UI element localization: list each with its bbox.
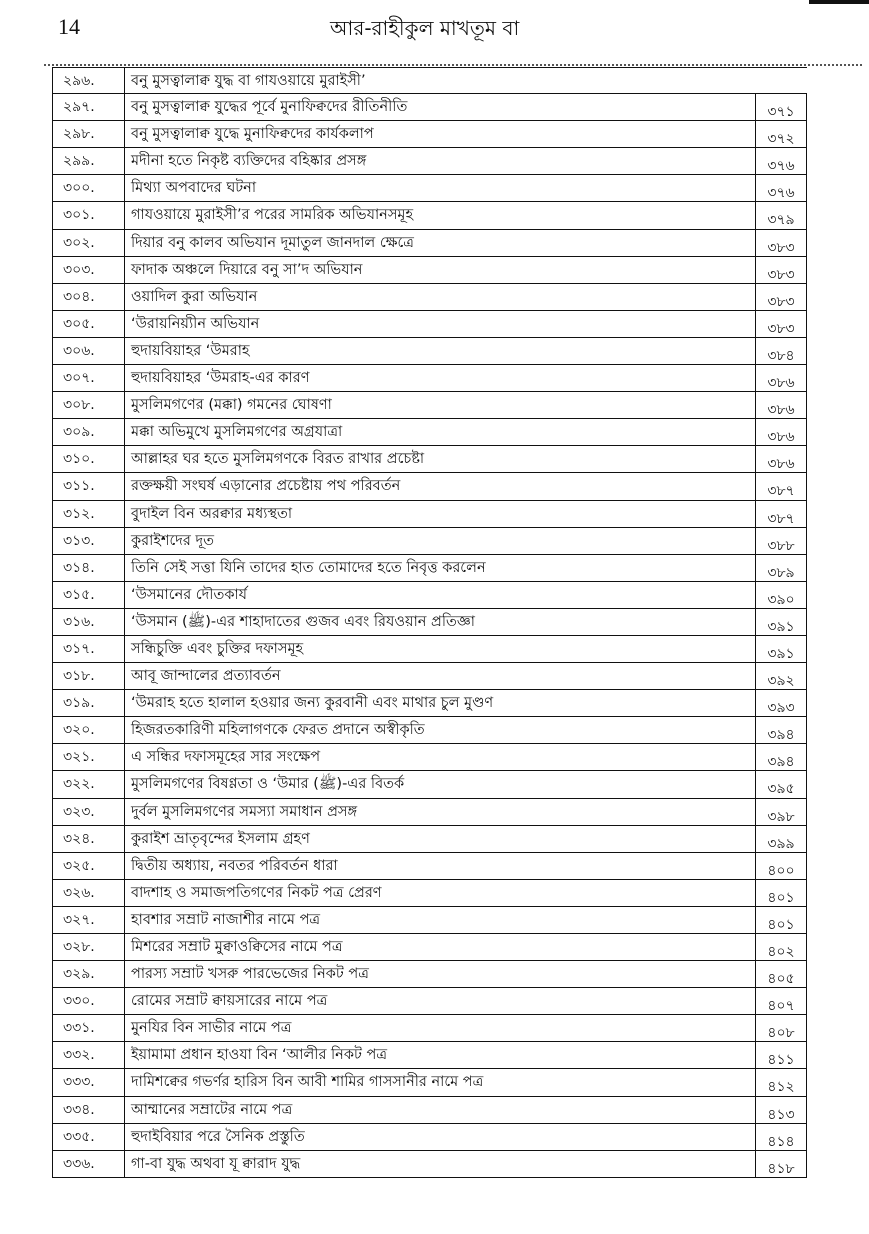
- entry-title: মদীনা হতে নিকৃষ্ট ব্যক্তিদের বহিষ্কার প্রসঙ্গ: [131, 153, 367, 170]
- toc-row: [52, 663, 807, 690]
- entry-number: ৩২৬.: [53, 880, 125, 906]
- entry-page: ৪০১: [755, 880, 807, 906]
- entry-title: দুর্বল মুসলিমগণের সমস্যা সমাধান প্রসঙ্গ: [131, 803, 358, 820]
- toc-row: [52, 934, 807, 961]
- entry-title: বনু মুসত্বালাক্ব যুদ্ধে মুনাফিক্বদের কার্যকলাপ: [131, 126, 374, 143]
- toc-row: [52, 690, 807, 717]
- toc-row: [52, 94, 807, 121]
- toc-row: [52, 636, 807, 663]
- toc-row: [52, 907, 807, 934]
- header-rule: [44, 64, 862, 66]
- toc-row: [52, 501, 807, 528]
- entry-page: ৩৮৩: [755, 311, 807, 337]
- toc-row: [52, 771, 807, 798]
- entry-number: ৩৩৩.: [53, 1069, 125, 1095]
- toc-row: [52, 257, 807, 284]
- entry-page: ৩৯৪: [755, 744, 807, 770]
- entry-title: মুসলিমগণের (মক্কা) গমনের ঘোষণা: [131, 397, 332, 414]
- entry-title: বনু মুসত্বালাক্ব যুদ্ধের পূর্বে মুনাফিক্বদের রীতিনীতি: [131, 99, 408, 116]
- entry-page: ৪০৮: [755, 1015, 807, 1041]
- entry-number: ৩০৭.: [53, 365, 125, 391]
- entry-page: ৩৯৯: [755, 826, 807, 852]
- entry-number: ৩৩৪.: [53, 1097, 125, 1123]
- entry-page: ৪১৩: [755, 1097, 807, 1123]
- entry-page: ৩৭১: [755, 94, 807, 120]
- toc-row: [52, 988, 807, 1015]
- entry-title: ‘উসমানের দৌতকার্য: [131, 586, 248, 603]
- entry-page: ৪০২: [755, 934, 807, 960]
- entry-page: ৩৮৩: [755, 284, 807, 310]
- toc-row: [52, 1042, 807, 1069]
- toc-row: [52, 67, 807, 94]
- entry-page: ৩৯৫: [755, 771, 807, 797]
- toc-row: [52, 880, 807, 907]
- entry-title: দামিশক্বের গভর্ণর হারিস বিন আবী শামির গাসসানীর নামে পত্র: [131, 1074, 484, 1091]
- entry-page: ৩৮৭: [755, 473, 807, 499]
- entry-number: ৩১৭.: [53, 636, 125, 662]
- toc-row: [52, 799, 807, 826]
- entry-page: ৪০১: [755, 907, 807, 933]
- entry-title: হুদায়বিয়াহর ‘উমরাহ: [131, 342, 250, 359]
- entry-page: ৩৯৮: [755, 799, 807, 825]
- entry-page: ৩৭৬: [755, 175, 807, 201]
- toc-row: [52, 961, 807, 988]
- entry-number: ৩২৫.: [53, 853, 125, 879]
- page-number: 14: [58, 14, 80, 39]
- entry-title: রোমের সম্রাট ক্বায়সারের নামে পত্র: [131, 993, 328, 1010]
- entry-title: মক্কা অভিমুখে মুসলিমগণের অগ্রযাত্রা: [131, 424, 343, 441]
- entry-page: [755, 68, 807, 93]
- entry-title: হাবশার সম্রাট নাজাশীর নামে পত্র: [131, 911, 321, 928]
- entry-title: দিয়ার বনু কালব অভিযান দূমাতুল জানদাল ক্ষেত্রে: [131, 234, 414, 251]
- entry-number: ৩৩০.: [53, 988, 125, 1014]
- entry-number: ৩১৩.: [53, 528, 125, 554]
- entry-number: ৩৩৫.: [53, 1124, 125, 1150]
- toc-row: [52, 365, 807, 392]
- toc-row: [52, 853, 807, 880]
- entry-page: ৪১১: [755, 1042, 807, 1068]
- entry-page: ৪০০: [755, 853, 807, 879]
- toc-row: [52, 419, 807, 446]
- entry-number: ৩২১.: [53, 744, 125, 770]
- entry-title: বনু মুসত্বালাক্ব যুদ্ধ বা গাযওয়ায়ে মুরাইসী’: [131, 73, 366, 89]
- toc-row: [52, 473, 807, 500]
- entry-title: ফাদাক অঞ্চলে দিয়ারে বনু সা’দ অভিযান: [131, 261, 363, 278]
- entry-number: ৩৩১.: [53, 1015, 125, 1041]
- entry-page: ৩৮৪: [755, 338, 807, 364]
- entry-title: আল্লাহর ঘর হতে মুসলিমগণকে বিরত রাখার প্রচেষ্টা: [131, 451, 425, 468]
- entry-page: ৩৮৯: [755, 555, 807, 581]
- toc-row: [52, 311, 807, 338]
- entry-title: ‘উরায়নিয়্যীন অভিযান: [131, 315, 260, 332]
- entry-page: ৩৮৭: [755, 501, 807, 527]
- toc-row: [52, 1151, 807, 1178]
- table-of-contents: [52, 67, 807, 1178]
- toc-row: [52, 446, 807, 473]
- entry-page: ৩৯১: [755, 636, 807, 662]
- entry-page: ৩৮৩: [755, 230, 807, 256]
- entry-page: ৩৭৬: [755, 148, 807, 174]
- toc-row: [52, 528, 807, 555]
- toc-row: [52, 148, 807, 175]
- entry-page: ৩৯২: [755, 663, 807, 689]
- entry-number: ৩৩২.: [53, 1042, 125, 1068]
- toc-row: [52, 1069, 807, 1096]
- entry-number: ২৯৮.: [53, 121, 125, 147]
- entry-title: হুদায়বিয়াহর ‘উমরাহ-এর কারণ: [131, 370, 310, 387]
- entry-number: ৩২৩.: [53, 799, 125, 825]
- entry-title: হুদাইবিয়ার পরে সৈনিক প্রস্তুতি: [131, 1128, 305, 1145]
- entry-page: ৪০৫: [755, 961, 807, 987]
- entry-title: ইয়ামামা প্রধান হাওযা বিন ‘আলীর নিকট পত্র: [131, 1047, 387, 1064]
- entry-number: ৩২৭.: [53, 907, 125, 933]
- entry-page: ৪১২: [755, 1069, 807, 1095]
- scan-edge-mark: [809, 0, 869, 4]
- toc-row: [52, 826, 807, 853]
- entry-title: ‘উমরাহ হতে হালাল হওয়ার জন্য কুরবানী এবং মাথার চুল মুণ্ডণ: [131, 695, 494, 712]
- entry-title: মিথ্যা অপবাদের ঘটনা: [131, 180, 257, 197]
- entry-number: ৩০৬.: [53, 338, 125, 364]
- entry-number: ৩০৮.: [53, 392, 125, 418]
- entry-number: ৩২৪.: [53, 826, 125, 852]
- toc-row: [52, 1015, 807, 1042]
- entry-title: এ সন্ধির দফাসমূহের সার সংক্ষেপ: [131, 749, 321, 766]
- entry-number: ৩১৯.: [53, 690, 125, 716]
- entry-page: ৩৮৮: [755, 528, 807, 554]
- entry-title: গাযওয়ায়ে মুরাইসী’র পরের সামরিক অভিযানসমূহ: [131, 207, 414, 224]
- entry-title: তিনি সেই সত্তা যিনি তাদের হাত তোমাদের হতে নিবৃত্ত করলেন: [131, 559, 486, 576]
- entry-title: আম্মানের সম্রাটের নামে পত্র: [131, 1101, 293, 1118]
- entry-title: ‘উসমান (ﷺ)-এর শাহাদাতের গুজব এবং রিযওয়ান প্রতিজ্ঞা: [131, 613, 475, 630]
- entry-number: ৩২০.: [53, 717, 125, 743]
- entry-title: ওয়াদিল কুরা অভিযান: [131, 288, 258, 305]
- entry-number: ৩২২.: [53, 771, 125, 797]
- entry-number: ৩০৯.: [53, 419, 125, 445]
- entry-title: কুরাইশদের দূত: [131, 532, 214, 549]
- entry-number: ৩১০.: [53, 446, 125, 472]
- entry-title: কুরাইশ ভ্রাতৃবৃন্দের ইসলাম গ্রহণ: [131, 830, 310, 847]
- toc-row: [52, 284, 807, 311]
- entry-number: ৩০৪.: [53, 284, 125, 310]
- toc-row: [52, 121, 807, 148]
- entry-title: দ্বিতীয় অধ্যায়, নবতর পরিবর্তন ধারা: [131, 857, 338, 874]
- toc-row: [52, 1124, 807, 1151]
- entry-number: ৩৩৬.: [53, 1151, 125, 1177]
- entry-page: ৩৯৩: [755, 690, 807, 716]
- entry-title: আবূ জান্দালের প্রত্যাবর্তন: [131, 668, 281, 685]
- entry-number: ২৯৬.: [53, 68, 125, 93]
- entry-page: ৩৭২: [755, 121, 807, 147]
- entry-page: ৩৯০: [755, 582, 807, 608]
- toc-row: [52, 744, 807, 771]
- entry-number: ৩০৫.: [53, 311, 125, 337]
- toc-row: [52, 175, 807, 202]
- entry-page: ৩৭৯: [755, 202, 807, 228]
- entry-page: ৩৮৬: [755, 392, 807, 418]
- entry-page: ৪১৪: [755, 1124, 807, 1150]
- entry-title: মুনযির বিন সাভীর নামে পত্র: [131, 1020, 292, 1037]
- entry-title: বাদশাহ ও সমাজপতিগণের নিকট পত্র প্রেরণ: [131, 884, 382, 901]
- entry-page: ৪০৭: [755, 988, 807, 1014]
- toc-row: [52, 717, 807, 744]
- entry-title: রক্তক্ষয়ী সংঘর্ষ এড়ানোর প্রচেষ্টায় পথ পরিবর্তন: [131, 478, 401, 495]
- entry-number: ৩১৪.: [53, 555, 125, 581]
- entry-page: ৩৯১: [755, 609, 807, 635]
- entry-number: ৩১১.: [53, 473, 125, 499]
- entry-number: ২৯৯.: [53, 148, 125, 174]
- entry-number: ৩০০.: [53, 175, 125, 201]
- entry-page: ৩৮৬: [755, 446, 807, 472]
- entry-number: ৩২৮.: [53, 934, 125, 960]
- entry-number: ৩১৫.: [53, 582, 125, 608]
- entry-number: ৩০২.: [53, 230, 125, 256]
- toc-row: [52, 338, 807, 365]
- toc-row: [52, 582, 807, 609]
- entry-title: মুসলিমগণের বিষণ্ণতা ও ‘উমার (ﷺ)-এর বিতর্ক: [131, 776, 405, 793]
- entry-page: ৩৯৪: [755, 717, 807, 743]
- toc-row: [52, 202, 807, 229]
- entry-page: ৩৮৬: [755, 419, 807, 445]
- entry-number: ২৯৭.: [53, 94, 125, 120]
- entry-page: ৪১৮: [755, 1151, 807, 1177]
- entry-title: হিজরতকারিণী মহিলাগণকে ফেরত প্রদানে অস্বীকৃতি: [131, 722, 425, 739]
- entry-title: সন্ধিচুক্তি এবং চুক্তির দফাসমূহ: [131, 640, 304, 657]
- entry-title: মিশরের সম্রাট মুক্বাওক্বিসের নামে পত্র: [131, 939, 343, 955]
- entry-title: বুদাইল বিন অরক্বার মধ্যস্থতা: [131, 505, 293, 522]
- running-title: আর-রাহীকুল মাখতূম বা: [330, 16, 520, 40]
- entry-title: গা-বা যুদ্ধ অথবা যূ ক্বারাদ যুদ্ধ: [131, 1155, 301, 1172]
- entry-number: ৩১২.: [53, 501, 125, 527]
- toc-row: [52, 392, 807, 419]
- toc-row: [52, 555, 807, 582]
- entry-number: ৩১৬.: [53, 609, 125, 635]
- entry-number: ৩১৮.: [53, 663, 125, 689]
- toc-row: [52, 609, 807, 636]
- entry-page: ৩৮৩: [755, 257, 807, 283]
- toc-row: [52, 230, 807, 257]
- toc-row: [52, 1097, 807, 1124]
- entry-number: ৩০৩.: [53, 257, 125, 283]
- entry-number: ৩০১.: [53, 202, 125, 228]
- entry-title: পারস্য সম্রাট খসরু পারভেজের নিকট পত্র: [131, 966, 369, 983]
- entry-page: ৩৮৬: [755, 365, 807, 391]
- entry-number: ৩২৯.: [53, 961, 125, 987]
